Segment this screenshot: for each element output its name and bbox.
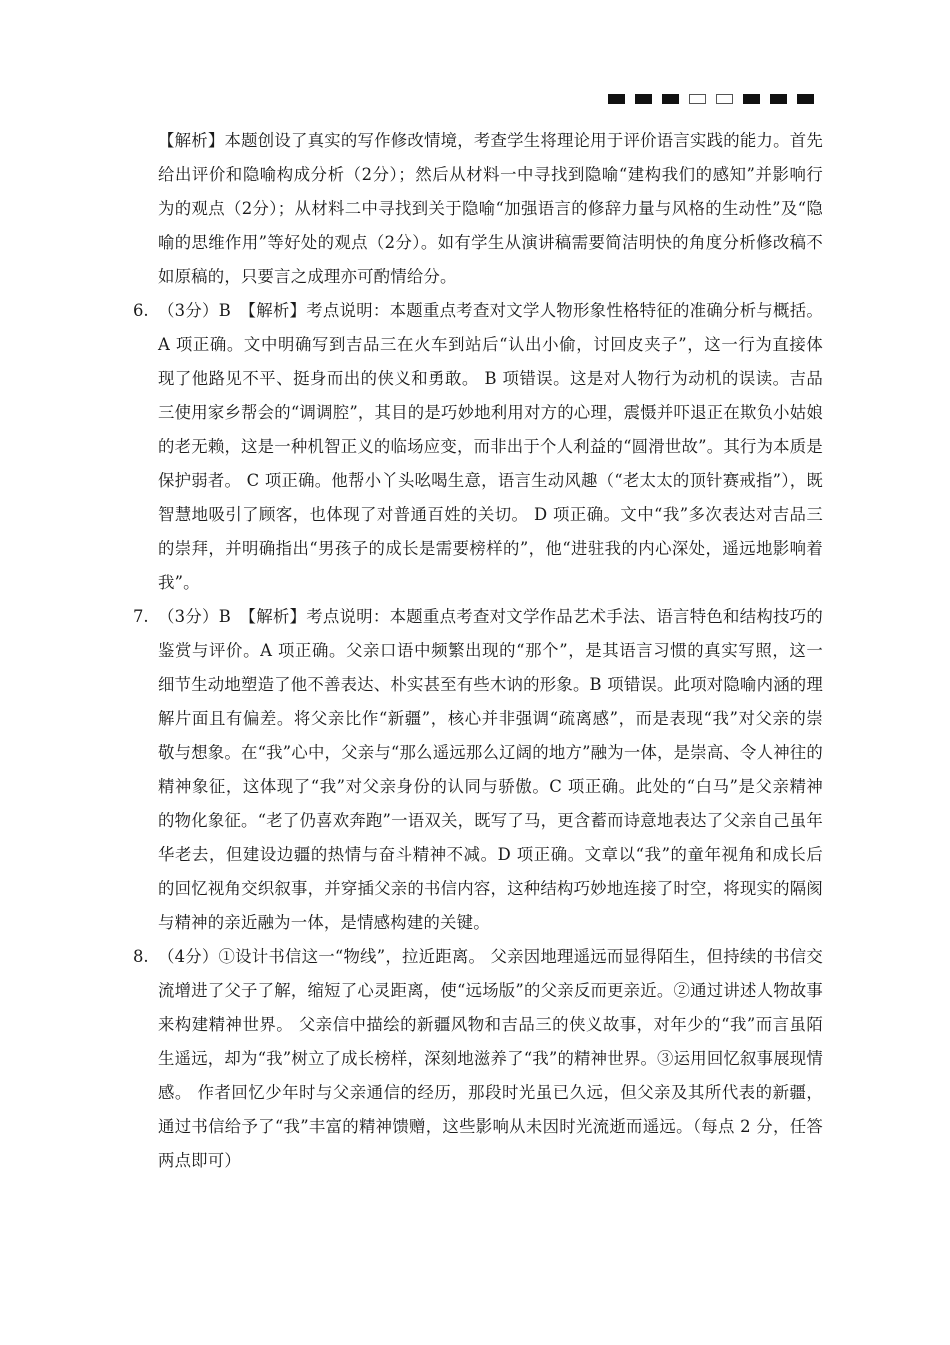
text-line: 修改稿不如原稿的，只要言之成理亦可酌情给分。: [158, 233, 823, 286]
header-mark: [770, 94, 787, 104]
text-line: 的鉴赏与评价。A 项正确。父亲口语中频繁出现的“那个”，是其语言习惯的真实写照，这: [158, 607, 823, 660]
text-line: 处，遥远地影响着我”。: [158, 539, 823, 592]
answer-item-6: [133, 294, 823, 600]
text-line: （4分）①设计书信这一“物线”，拉近距离。 父亲因地理遥远而显得陌生，但持续的书信: [158, 947, 807, 966]
text-line: 的理解片面且有偏差。将父亲比作“新疆”，核心并非强调“疏离感”，而是表现“我”对: [158, 675, 823, 728]
text-line: A 项正确。文中明确写到吉品三在火车到站后“认出小偷，讨回皮夹子”，这一行为直接体: [158, 335, 823, 354]
text-line: （3分）B 【解析】考点说明：本题重点考查对文学作品艺术手法、语言特色和结构技巧: [158, 607, 807, 626]
text-line: 先给出评价和隐喻构成分析（2分）；然后从材料一中寻找到隐喻“建构我们的感知”并影: [158, 131, 823, 184]
question-number: 8.: [133, 947, 149, 966]
text-line: 回忆叙事展现情感。 作者回忆少年时与父亲通信的经历，那段时光虽已久远，但父亲及: [158, 1049, 823, 1102]
answer-item-8: [133, 940, 823, 1178]
header-mark: [716, 94, 733, 104]
text-line: 现了他路见不平、挺身而出的侠义和勇敢。 B 项错误。这是对人物行为动机的误读。吉品: [158, 369, 823, 388]
header-mark: [797, 94, 814, 104]
text-line: （3分）B 【解析】考点说明：本题重点考查对文学人物形象性格特征的准确分析与概括。: [158, 301, 823, 320]
header-marks: [608, 94, 814, 104]
answer-text: [158, 940, 823, 1178]
text-line: 姑娘的老无赖，这是一种机智正义的临场应变，而非出于个人利益的“圆滑世故”。其行: [158, 403, 823, 456]
answer-text: [158, 294, 823, 600]
question-number: 6.: [133, 301, 149, 320]
text-line: “白马”是父亲精神的物化象征。“老了仍喜欢奔跑”一语双关，既写了马，更含蓄而诗: [158, 777, 824, 830]
text-line: 表达对吉品三的崇拜，并明确指出“男孩子的成长是需要榜样的”，他“进驻我的内心深: [158, 505, 823, 558]
text-line: 意地表达了父亲自己虽年华老去，但建设边疆的热情与奋斗精神不减。D 项正确。文章以: [158, 811, 823, 864]
text-line: 远。（每点 2 分，任答两点即可）: [158, 1117, 823, 1170]
question-number: 7.: [133, 607, 149, 626]
text-line: 地连接了时空，将现实的隔阂与精神的亲近融为一体，是情感构建的关键。: [158, 879, 823, 932]
text-line: 物故事来构建精神世界。 父亲信中描绘的新疆风物和吉品三的侠义故事，对年少的“我”: [158, 981, 823, 1034]
text-line: 三使用家乡帮会的“调调腔”，其目的是巧妙地利用对方的心理，震慑并吓退正在欺负小: [158, 403, 790, 422]
header-mark: [608, 94, 625, 104]
header-mark: [689, 94, 706, 104]
text-line: 为本质是保护弱者。 C 项正确。他帮小丫头吆喝生意，语言生动风趣（“老太太的顶针赛: [158, 437, 823, 490]
header-mark: [662, 94, 679, 104]
text-line: “我”的童年视角和成长后的回忆视角交织叙事，并穿插父亲的书信内容，这种结构巧妙: [158, 845, 823, 898]
text-line: 及“隐喻的思维作用”等好处的观点（2分）。如有学生从演讲稿需要简洁明快的角度分析: [158, 199, 823, 252]
header-mark: [635, 94, 652, 104]
text-line: 响行为的观点（2分）；从材料二中寻找到关于隐喻“加强语言的修辞力量与风格的生动性”: [158, 165, 823, 218]
text-line: 而言虽陌生遥远，却为“我”树立了成长榜样，深刻地滋养了“我”的精神世界。③运用: [158, 1015, 823, 1068]
text-line: 高、令人神往的精神象征，这体现了“我”对父亲身份的认同与骄傲。C 项正确。此处的: [158, 743, 823, 796]
intro-analysis: [133, 124, 823, 294]
text-line: 【解析】本题创设了真实的写作修改情境，考查学生将理论用于评价语言实践的能力。首: [158, 131, 807, 150]
answer-content: [133, 124, 823, 1178]
answer-text: [158, 600, 823, 940]
text-line: 戒指”），既智慧地吸引了顾客，也体现了对普通百姓的关切。 D 项正确。文中“我”多次: [158, 471, 823, 524]
text-line: 其所代表的新疆，通过书信给予了“我”丰富的精神馈赠，这些影响从未因时光流逝而遥: [158, 1083, 823, 1136]
text-line: 一细节生动地塑造了他不善表达、朴实甚至有些木讷的形象。B 项错误。此项对隐喻内涵: [158, 641, 823, 694]
text-line: 父亲的崇敬与想象。在“我”心中，父亲与“那么遥远那么辽阔的地方”融为一体，是崇: [158, 709, 823, 762]
text-line: 交流增进了父子了解，缩短了心灵距离，使“远场版”的父亲反而更亲近。②通过讲述人: [158, 947, 823, 1000]
header-mark: [743, 94, 760, 104]
answer-item-7: [133, 600, 823, 940]
